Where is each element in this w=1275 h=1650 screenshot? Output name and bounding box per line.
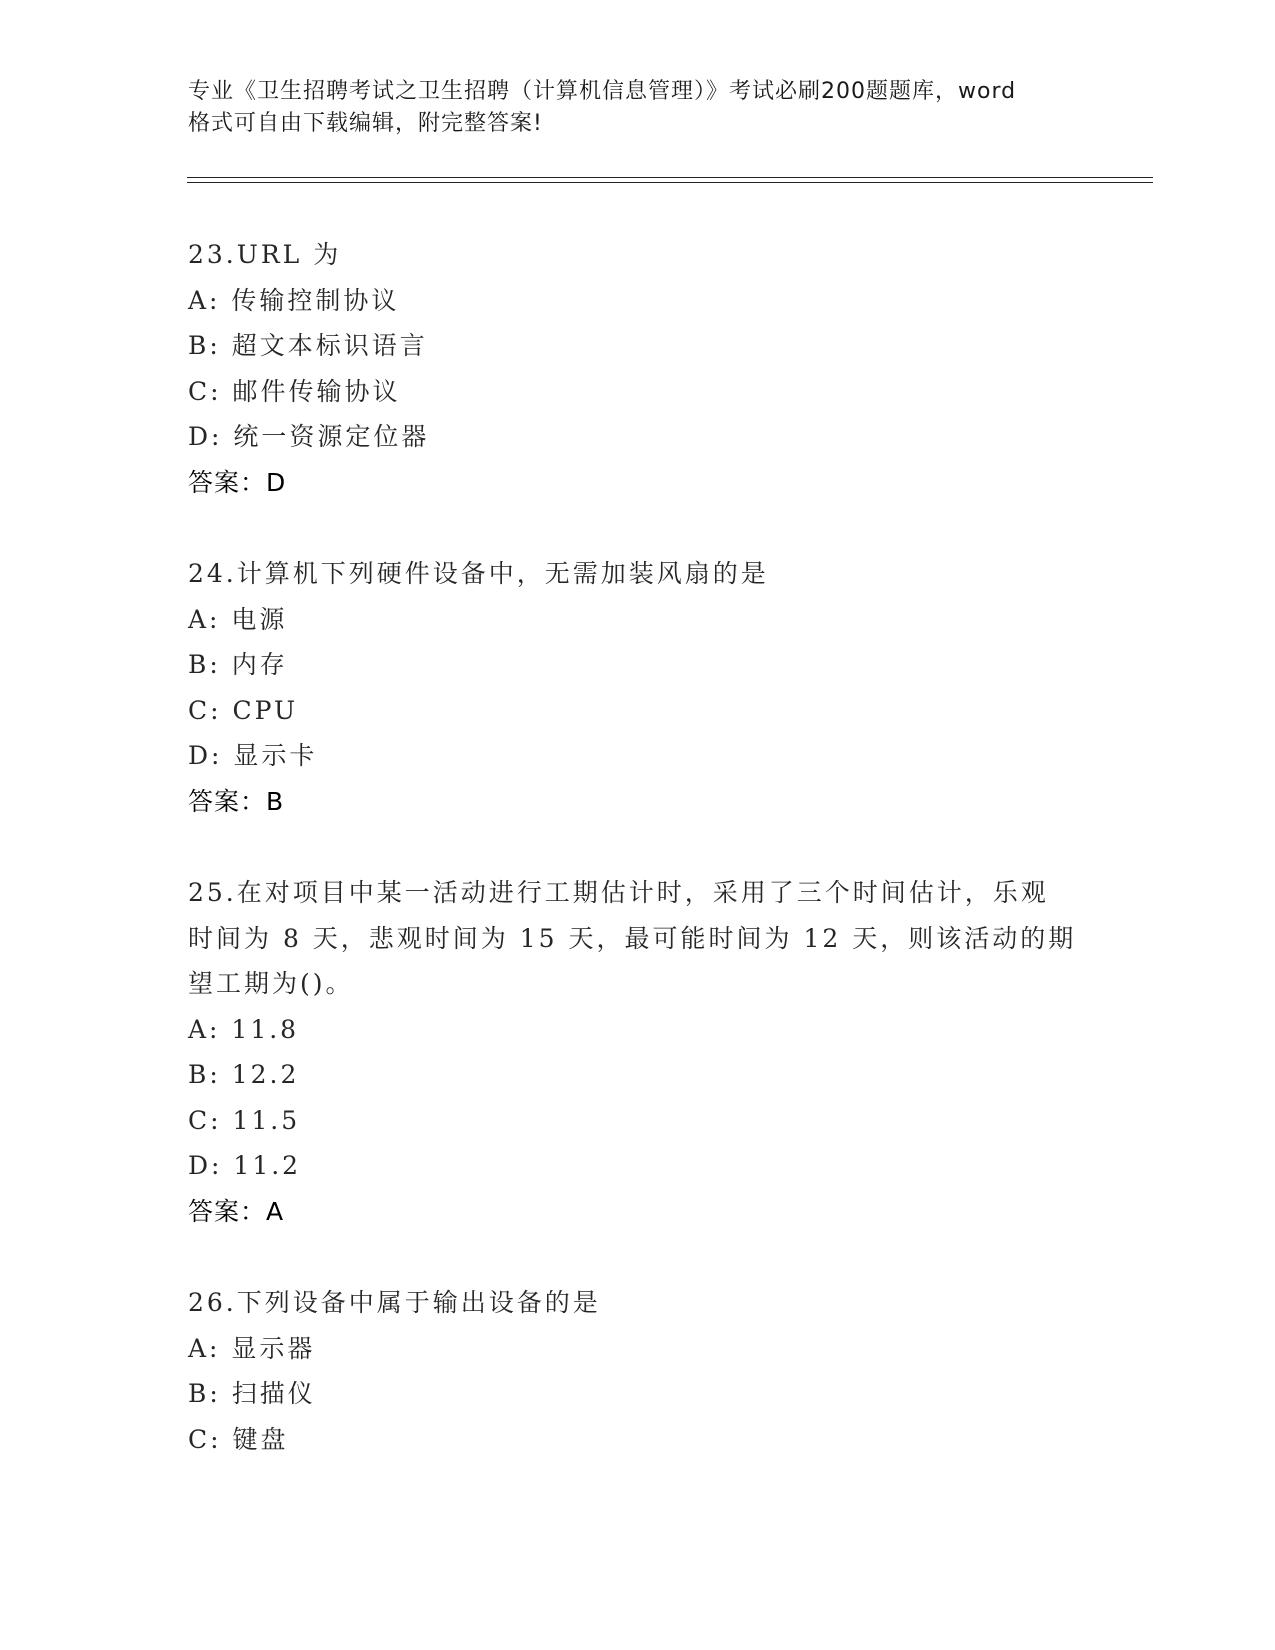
option-c: C: CPU: [188, 695, 299, 725]
option-b: B: 扫描仪: [188, 1379, 316, 1408]
option-d: D: 统一资源定位器: [188, 422, 430, 451]
option-c: C: 11.5: [188, 1105, 301, 1135]
option-d: D: 11.2: [188, 1151, 302, 1180]
header-line-1: 专业《卫生招聘考试之卫生招聘（计算机信息管理）》考试必刷200题题库，word: [188, 79, 1017, 104]
header-divider-bottom: [187, 182, 1153, 183]
header-divider-top: [187, 177, 1153, 178]
header-line-2: 格式可自由下载编辑，附完整答案!: [188, 111, 543, 136]
question-text: 24.计算机下列硬件设备中，无需加装风扇的是: [188, 559, 769, 588]
question-25: [188, 870, 1088, 1234]
question-text-line-3: 望工期为()。: [188, 969, 354, 998]
question-text: 23.URL 为: [188, 240, 342, 269]
question-text-line-2: 时间为 8 天，悲观时间为 15 天，最可能时间为 12 天，则该活动的期: [188, 923, 1077, 953]
option-a: A: 显示器: [188, 1333, 316, 1363]
answer: 答案：B: [188, 786, 285, 816]
document-header: [188, 76, 1088, 140]
option-a: A: 传输控制协议: [188, 285, 400, 315]
answer: 答案：D: [188, 467, 287, 497]
option-c: C: 邮件传输协议: [188, 376, 401, 406]
question-text: 26.下列设备中属于输出设备的是: [188, 1288, 601, 1317]
option-d: D: 显示卡: [188, 741, 318, 770]
question-text-line-1: 25.在对项目中某一活动进行工期估计时，采用了三个时间估计，乐观: [188, 878, 1049, 907]
question-23: [188, 232, 1088, 505]
option-b: B: 超文本标识语言: [188, 331, 428, 360]
option-a: A: 电源: [188, 604, 288, 634]
question-list: [188, 232, 1088, 1508]
option-b: B: 内存: [188, 650, 288, 679]
option-c: C: 键盘: [188, 1424, 289, 1454]
answer: 答案：A: [188, 1196, 285, 1226]
question-26: [188, 1280, 1088, 1462]
option-a: A: 11.8: [188, 1014, 300, 1044]
question-24: [188, 551, 1088, 824]
option-b: B: 12.2: [188, 1060, 300, 1089]
